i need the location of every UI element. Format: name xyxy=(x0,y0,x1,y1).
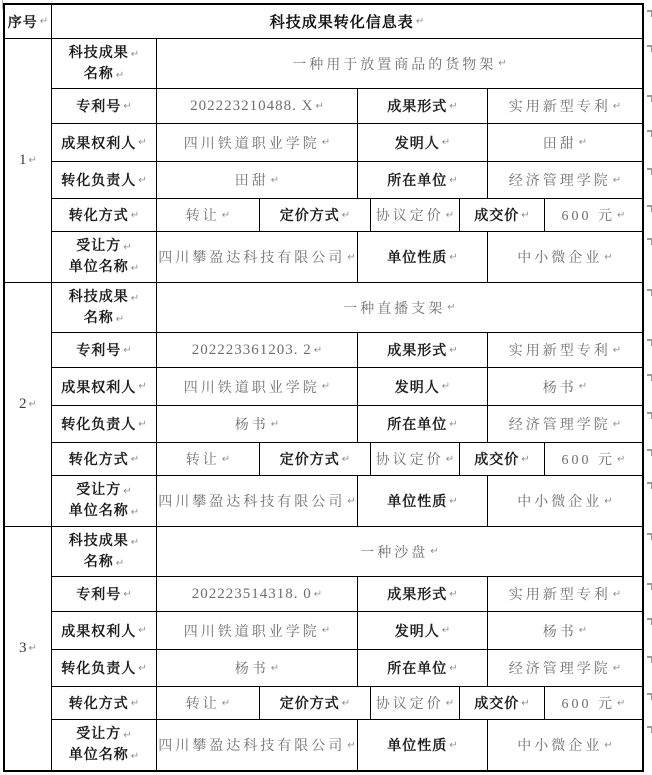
table-row xyxy=(52,649,642,686)
return-mark-icon: ↵ xyxy=(449,100,458,112)
label-text: 转化方式 xyxy=(68,209,129,224)
field-label-method xyxy=(52,443,156,475)
label-text: 定价方式 xyxy=(279,697,340,712)
return-mark-icon: ↵ xyxy=(321,381,331,392)
field-label-result-form xyxy=(357,89,487,123)
section-index-cell xyxy=(5,527,52,770)
value-text: 四川铁道职业学院 xyxy=(183,624,320,640)
row-end-mark-icon xyxy=(647,482,652,489)
label-text: 单位性质 xyxy=(387,495,448,510)
header-index-label: 序号 xyxy=(7,15,38,31)
field-value-inventor xyxy=(487,124,642,161)
label-text: 受让方 xyxy=(76,239,122,254)
return-mark-icon: ↵ xyxy=(445,453,455,465)
field-label-transferee xyxy=(52,232,156,282)
field-value-patent xyxy=(156,333,357,367)
field-value-method xyxy=(156,443,259,475)
field-label-unit-nature xyxy=(357,232,487,282)
label-text: 所在单位 xyxy=(387,418,448,433)
return-mark-icon: ↵ xyxy=(313,344,323,356)
return-mark-icon: ↵ xyxy=(447,302,456,313)
return-mark-icon: ↵ xyxy=(315,100,324,112)
section-index: 3 xyxy=(19,640,27,656)
label-text: 所在单位 xyxy=(387,174,448,189)
return-mark-icon: ↵ xyxy=(604,251,613,263)
field-label-unit xyxy=(357,650,487,686)
value-text: 一种沙盘 xyxy=(360,545,429,561)
section-index-cell xyxy=(5,39,52,282)
field-label-manager xyxy=(52,406,156,442)
value-text: 中小微企业 xyxy=(517,495,603,510)
field-label-rights-holder xyxy=(52,612,156,649)
field-value-name xyxy=(156,39,642,88)
return-mark-icon: ↵ xyxy=(341,697,351,709)
value-text: 协议定价 xyxy=(375,697,444,712)
field-label-result-form xyxy=(357,333,487,367)
table-row xyxy=(52,88,642,123)
return-mark-icon: ↵ xyxy=(138,625,147,636)
value-text: 600 元 xyxy=(561,209,616,224)
field-value-method xyxy=(156,687,259,719)
return-mark-icon: ↵ xyxy=(612,100,622,112)
row-end-mark-icon xyxy=(647,374,652,381)
field-value-transferee xyxy=(156,232,357,282)
table-row xyxy=(52,198,642,231)
table-row xyxy=(52,367,642,405)
field-value-manager xyxy=(156,406,357,442)
tech-transfer-table xyxy=(3,3,644,772)
value-text: 实用新型专利 xyxy=(508,100,611,115)
return-mark-icon: ↵ xyxy=(578,137,588,148)
return-mark-icon: ↵ xyxy=(123,242,132,253)
value-text: 202223210488. X xyxy=(190,97,314,114)
field-label-unit xyxy=(357,406,487,442)
field-label-inventor xyxy=(357,612,487,649)
return-mark-icon: ↵ xyxy=(612,344,622,356)
return-mark-icon: ↵ xyxy=(449,495,458,507)
field-value-rights-holder xyxy=(156,612,357,649)
return-mark-icon: ↵ xyxy=(612,174,622,186)
return-mark-icon: ↵ xyxy=(270,174,280,186)
table-row xyxy=(52,231,642,282)
value-text: 田甜 xyxy=(542,136,577,152)
return-mark-icon: ↵ xyxy=(130,697,140,709)
row-end-mark-icon xyxy=(647,656,652,663)
field-label-manager xyxy=(52,162,156,198)
row-end-mark-icon xyxy=(647,205,652,212)
table-row xyxy=(52,527,642,576)
label-text: 科技成果 xyxy=(68,289,129,305)
value-text: 协议定价 xyxy=(375,209,444,224)
label-text: 专利号 xyxy=(76,100,122,115)
field-value-manager xyxy=(156,162,357,198)
value-text: 四川攀盈达科技有限公司 xyxy=(158,251,346,266)
return-mark-icon: ↵ xyxy=(130,507,140,518)
field-label-method xyxy=(52,199,156,231)
label-text: 发明人 xyxy=(394,136,440,152)
return-mark-icon: ↵ xyxy=(138,381,147,392)
table-row xyxy=(52,283,642,332)
value-text: 四川攀盈达科技有限公司 xyxy=(158,495,346,510)
field-label-inventor xyxy=(357,124,487,161)
section-rows xyxy=(52,283,642,526)
return-mark-icon: ↵ xyxy=(347,251,356,263)
return-mark-icon: ↵ xyxy=(612,588,622,600)
row-end-mark-icon xyxy=(647,533,652,540)
record-section-1 xyxy=(5,38,642,282)
field-label-rights-holder xyxy=(52,124,156,161)
field-label-pricing xyxy=(259,443,370,475)
return-mark-icon: ↵ xyxy=(138,662,147,674)
row-end-mark-icon xyxy=(647,726,652,733)
value-text: 杨书 xyxy=(234,662,269,677)
return-mark-icon: ↵ xyxy=(130,536,140,548)
field-value-pricing xyxy=(370,199,459,231)
field-value-unit-nature xyxy=(487,476,642,526)
section-index: 1 xyxy=(19,152,27,168)
table-row xyxy=(52,475,642,526)
table-row xyxy=(52,719,642,770)
return-mark-icon: ↵ xyxy=(39,16,49,27)
return-mark-icon: ↵ xyxy=(612,418,622,430)
field-label-unit-nature xyxy=(357,720,487,770)
label-text: 专利号 xyxy=(76,588,122,603)
field-label-patent xyxy=(52,333,156,367)
value-text: 中小微企业 xyxy=(517,739,603,754)
value-text: 经济管理学院 xyxy=(508,418,611,433)
label-text: 名称 xyxy=(83,554,114,570)
return-mark-icon: ↵ xyxy=(449,588,458,600)
return-mark-icon: ↵ xyxy=(130,292,140,304)
return-mark-icon: ↵ xyxy=(449,662,458,674)
label-text: 科技成果 xyxy=(68,533,129,549)
value-text: 实用新型专利 xyxy=(508,344,611,359)
row-end-mark-icon xyxy=(647,339,652,346)
return-mark-icon: ↵ xyxy=(441,137,451,148)
table-row xyxy=(52,405,642,442)
row-end-mark-icon xyxy=(647,412,652,419)
label-text: 转化方式 xyxy=(68,453,129,468)
field-value-result-form xyxy=(487,89,642,123)
field-value-price xyxy=(544,443,642,475)
label-text: 科技成果 xyxy=(68,45,129,61)
label-text: 专利号 xyxy=(76,344,122,359)
field-label-patent xyxy=(52,577,156,611)
record-section-2 xyxy=(5,282,642,526)
field-label-transferee xyxy=(52,476,156,526)
section-index: 2 xyxy=(19,396,27,412)
return-mark-icon: ↵ xyxy=(521,697,530,709)
return-mark-icon: ↵ xyxy=(221,453,231,465)
field-label-manager xyxy=(52,650,156,686)
section-rows xyxy=(52,527,642,770)
header-index-cell xyxy=(5,5,52,38)
return-mark-icon: ↵ xyxy=(115,313,125,325)
return-mark-icon: ↵ xyxy=(313,588,323,600)
field-value-transferee xyxy=(156,720,357,770)
return-mark-icon: ↵ xyxy=(604,739,613,751)
return-mark-icon: ↵ xyxy=(138,137,147,148)
return-mark-icon: ↵ xyxy=(270,662,280,674)
field-value-unit-nature xyxy=(487,720,642,770)
return-mark-icon: ↵ xyxy=(578,381,588,392)
field-value-unit-nature xyxy=(487,232,642,282)
field-value-patent xyxy=(156,89,357,123)
row-end-mark-icon xyxy=(647,238,652,245)
value-text: 四川攀盈达科技有限公司 xyxy=(158,739,346,754)
field-label-name xyxy=(52,283,156,332)
field-label-price xyxy=(459,443,544,475)
return-mark-icon: ↵ xyxy=(341,453,351,465)
label-text: 受让方 xyxy=(76,483,122,498)
value-text: 202223514318. 0 xyxy=(191,585,312,602)
label-text: 所在单位 xyxy=(387,662,448,677)
value-text: 转让 xyxy=(185,209,220,224)
field-label-unit xyxy=(357,162,487,198)
return-mark-icon: ↵ xyxy=(123,344,132,356)
field-label-name xyxy=(52,39,156,88)
label-text: 定价方式 xyxy=(279,209,340,224)
return-mark-icon: ↵ xyxy=(449,418,458,430)
value-text: 一种直播支架 xyxy=(343,301,446,317)
table-row xyxy=(52,686,642,719)
return-mark-icon: ↵ xyxy=(270,418,280,430)
return-mark-icon: ↵ xyxy=(617,697,626,709)
field-value-unit xyxy=(487,650,642,686)
section-rows xyxy=(52,39,642,282)
field-value-method xyxy=(156,199,259,231)
label-text: 定价方式 xyxy=(279,453,340,468)
value-text: 600 元 xyxy=(561,697,616,712)
field-label-pricing xyxy=(259,199,370,231)
value-text: 202223361203. 2 xyxy=(191,341,312,358)
return-mark-icon: ↵ xyxy=(415,16,425,27)
value-text: 中小微企业 xyxy=(517,251,603,266)
return-mark-icon: ↵ xyxy=(347,495,356,507)
field-label-pricing xyxy=(259,687,370,719)
label-text: 单位名称 xyxy=(68,748,129,763)
table-row xyxy=(52,576,642,611)
value-text: 杨书 xyxy=(542,380,577,396)
row-end-mark-icon xyxy=(647,130,652,137)
return-mark-icon: ↵ xyxy=(28,399,37,410)
return-mark-icon: ↵ xyxy=(498,58,507,69)
label-text: 单位名称 xyxy=(68,504,129,519)
field-value-pricing xyxy=(370,443,459,475)
field-value-name xyxy=(156,283,642,332)
field-value-rights-holder xyxy=(156,368,357,405)
return-mark-icon: ↵ xyxy=(130,453,140,465)
return-mark-icon: ↵ xyxy=(449,344,458,356)
return-mark-icon: ↵ xyxy=(441,625,451,636)
return-mark-icon: ↵ xyxy=(445,697,455,709)
row-end-mark-icon xyxy=(647,45,652,52)
field-label-unit-nature xyxy=(357,476,487,526)
return-mark-icon: ↵ xyxy=(115,557,125,569)
field-label-price xyxy=(459,687,544,719)
field-value-price xyxy=(544,687,642,719)
label-text: 转化方式 xyxy=(68,697,129,712)
label-text: 成果权利人 xyxy=(61,380,137,396)
return-mark-icon: ↵ xyxy=(449,251,458,263)
return-mark-icon: ↵ xyxy=(449,739,458,751)
return-mark-icon: ↵ xyxy=(28,155,37,166)
field-label-price xyxy=(459,199,544,231)
value-text: 杨书 xyxy=(234,418,269,433)
return-mark-icon: ↵ xyxy=(321,137,331,148)
table-row xyxy=(52,123,642,161)
return-mark-icon: ↵ xyxy=(138,418,147,430)
field-value-result-form xyxy=(487,333,642,367)
label-text: 单位性质 xyxy=(387,251,448,266)
value-text: 一种用于放置商品的货物架 xyxy=(292,57,497,73)
record-section-3 xyxy=(5,526,642,770)
return-mark-icon: ↵ xyxy=(347,739,356,751)
field-label-name xyxy=(52,527,156,576)
return-mark-icon: ↵ xyxy=(617,453,626,465)
label-text: 成交价 xyxy=(474,453,520,468)
label-text: 转化负责人 xyxy=(61,662,137,677)
value-text: 四川铁道职业学院 xyxy=(183,380,320,396)
table-row xyxy=(52,161,642,198)
table-header-row xyxy=(5,5,642,38)
value-text: 转让 xyxy=(185,697,220,712)
field-label-rights-holder xyxy=(52,368,156,405)
label-text: 发明人 xyxy=(394,624,440,640)
field-value-patent xyxy=(156,577,357,611)
return-mark-icon: ↵ xyxy=(445,209,455,221)
value-text: 实用新型专利 xyxy=(508,588,611,603)
return-mark-icon: ↵ xyxy=(28,643,37,654)
return-mark-icon: ↵ xyxy=(123,486,132,497)
label-text: 成果权利人 xyxy=(61,624,137,640)
label-text: 成交价 xyxy=(474,209,520,224)
label-text: 单位名称 xyxy=(68,260,129,275)
field-label-result-form xyxy=(357,577,487,611)
field-value-inventor xyxy=(487,368,642,405)
row-end-mark-icon xyxy=(647,10,652,17)
row-end-mark-icon xyxy=(647,449,652,456)
label-text: 转化负责人 xyxy=(61,174,137,189)
field-label-transferee xyxy=(52,720,156,770)
field-value-manager xyxy=(156,650,357,686)
return-mark-icon: ↵ xyxy=(341,209,351,221)
label-text: 成果形式 xyxy=(387,588,448,603)
field-value-unit xyxy=(487,162,642,198)
row-end-mark-icon xyxy=(647,289,652,296)
return-mark-icon: ↵ xyxy=(221,209,231,221)
return-mark-icon: ↵ xyxy=(130,209,140,221)
value-text: 经济管理学院 xyxy=(508,662,611,677)
field-label-patent xyxy=(52,89,156,123)
label-text: 单位性质 xyxy=(387,739,448,754)
table-title: 科技成果转化信息表 xyxy=(269,15,414,31)
value-text: 田甜 xyxy=(234,174,269,189)
return-mark-icon: ↵ xyxy=(130,263,140,274)
return-mark-icon: ↵ xyxy=(441,381,451,392)
table-row xyxy=(52,332,642,367)
return-mark-icon: ↵ xyxy=(138,174,147,186)
field-value-inventor xyxy=(487,612,642,649)
field-value-transferee xyxy=(156,476,357,526)
return-mark-icon: ↵ xyxy=(130,751,140,762)
return-mark-icon: ↵ xyxy=(221,697,231,709)
label-text: 成交价 xyxy=(474,697,520,712)
value-text: 杨书 xyxy=(542,624,577,640)
row-end-mark-icon xyxy=(647,618,652,625)
return-mark-icon: ↵ xyxy=(578,625,588,636)
table-row xyxy=(52,39,642,88)
return-mark-icon: ↵ xyxy=(123,730,132,741)
field-value-name xyxy=(156,527,642,576)
field-value-price xyxy=(544,199,642,231)
label-text: 发明人 xyxy=(394,380,440,396)
field-label-method xyxy=(52,687,156,719)
field-label-inventor xyxy=(357,368,487,405)
return-mark-icon: ↵ xyxy=(612,662,622,674)
value-text: 600 元 xyxy=(561,453,616,468)
field-value-rights-holder xyxy=(156,124,357,161)
value-text: 协议定价 xyxy=(375,453,444,468)
label-text: 受让方 xyxy=(76,727,122,742)
row-end-mark-icon xyxy=(647,95,652,102)
return-mark-icon: ↵ xyxy=(521,209,530,221)
label-text: 名称 xyxy=(83,310,114,326)
value-text: 转让 xyxy=(185,453,220,468)
return-mark-icon: ↵ xyxy=(115,69,125,81)
return-mark-icon: ↵ xyxy=(449,174,458,186)
field-value-unit xyxy=(487,406,642,442)
value-text: 经济管理学院 xyxy=(508,174,611,189)
field-value-result-form xyxy=(487,577,642,611)
label-text: 转化负责人 xyxy=(61,418,137,433)
header-title-cell xyxy=(52,5,642,38)
field-value-pricing xyxy=(370,687,459,719)
label-text: 成果形式 xyxy=(387,344,448,359)
return-mark-icon: ↵ xyxy=(617,209,626,221)
return-mark-icon: ↵ xyxy=(123,100,132,112)
label-text: 名称 xyxy=(83,66,114,82)
table-row xyxy=(52,442,642,475)
section-index-cell xyxy=(5,283,52,526)
table-row xyxy=(52,611,642,649)
return-mark-icon: ↵ xyxy=(604,495,613,507)
return-mark-icon: ↵ xyxy=(321,625,331,636)
label-text: 成果形式 xyxy=(387,100,448,115)
value-text: 四川铁道职业学院 xyxy=(183,136,320,152)
label-text: 成果权利人 xyxy=(61,136,137,152)
row-end-mark-icon xyxy=(647,583,652,590)
row-end-mark-icon xyxy=(647,168,652,175)
return-mark-icon: ↵ xyxy=(430,546,439,557)
return-mark-icon: ↵ xyxy=(123,588,132,600)
row-end-mark-icon xyxy=(647,693,652,700)
return-mark-icon: ↵ xyxy=(130,48,140,60)
return-mark-icon: ↵ xyxy=(521,453,530,465)
